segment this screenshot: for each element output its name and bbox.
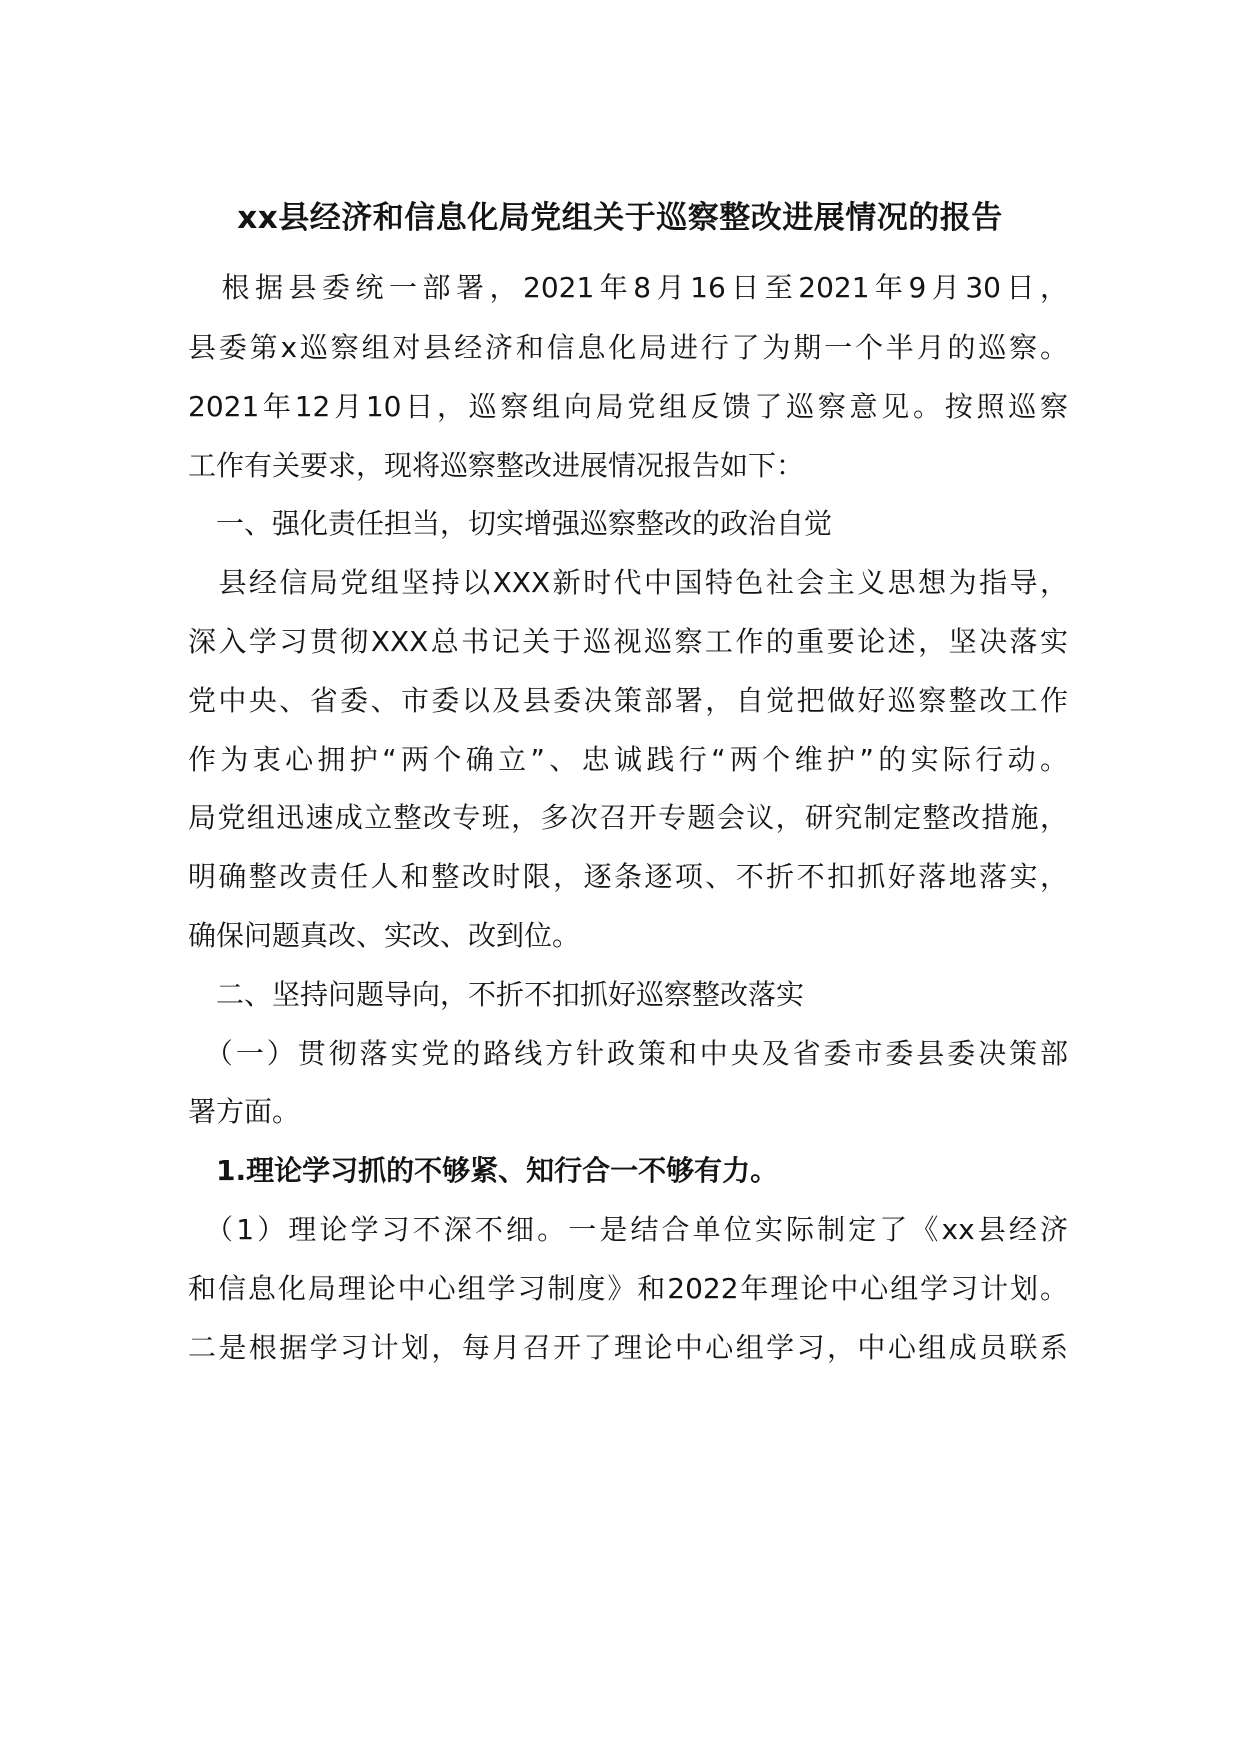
paragraph-line: 党中央、省委、市委以及县委决策部署，自觉把做好巡察整改工作 — [188, 684, 1068, 717]
paragraph-line: 和信息化局理论中心组学习制度》和2022年理论中心组学习计划。 — [188, 1272, 1068, 1305]
paragraph-line: 深入学习贯彻XXX总书记关于巡视巡察工作的重要论述，坚决落实 — [188, 625, 1068, 658]
item-heading: 1.理论学习抓的不够紧、知行合一不够有力。 — [188, 1154, 779, 1187]
paragraph-line: 根据县委统一部署，2021年8月16日至2021年9月30日， — [188, 271, 1068, 304]
paragraph-line: 县经信局党组坚持以XXX新时代中国特色社会主义思想为指导， — [188, 566, 1068, 599]
section-heading: 一、强化责任担当，切实增强巡察整改的政治自觉 — [188, 507, 833, 540]
paragraph-line: 县委第x巡察组对县经济和信息化局进行了为期一个半月的巡察。 — [188, 331, 1068, 364]
paragraph-line: 明确整改责任人和整改时限，逐条逐项、不折不扣抓好落地落实， — [188, 860, 1068, 893]
subsection-heading: （一）贯彻落实党的路线方针政策和中央及省委市委县委决策部 — [188, 1037, 1068, 1070]
paragraph-line: 确保问题真改、实改、改到位。 — [188, 919, 581, 952]
paragraph-line: 二是根据学习计划，每月召开了理论中心组学习，中心组成员联系 — [188, 1331, 1068, 1364]
document-title: xx县经济和信息化局党组关于巡察整改进展情况的报告 — [237, 200, 1003, 236]
paragraph-line: 作为衷心拥护“两个确立”、忠诚践行“两个维护”的实际行动。 — [188, 743, 1068, 776]
paragraph-line: 局党组迅速成立整改专班，多次召开专题会议，研究制定整改措施， — [188, 801, 1068, 834]
paragraph-line: 工作有关要求，现将巡察整改进展情况报告如下： — [188, 449, 805, 482]
section-heading: 二、坚持问题导向，不折不扣抓好巡察整改落实 — [188, 978, 805, 1011]
paragraph-line: （1）理论学习不深不细。一是结合单位实际制定了《xx县经济 — [188, 1213, 1068, 1246]
subsection-heading: 署方面。 — [188, 1095, 301, 1128]
paragraph-line: 2021年12月10日，巡察组向局党组反馈了巡察意见。按照巡察 — [188, 390, 1068, 423]
